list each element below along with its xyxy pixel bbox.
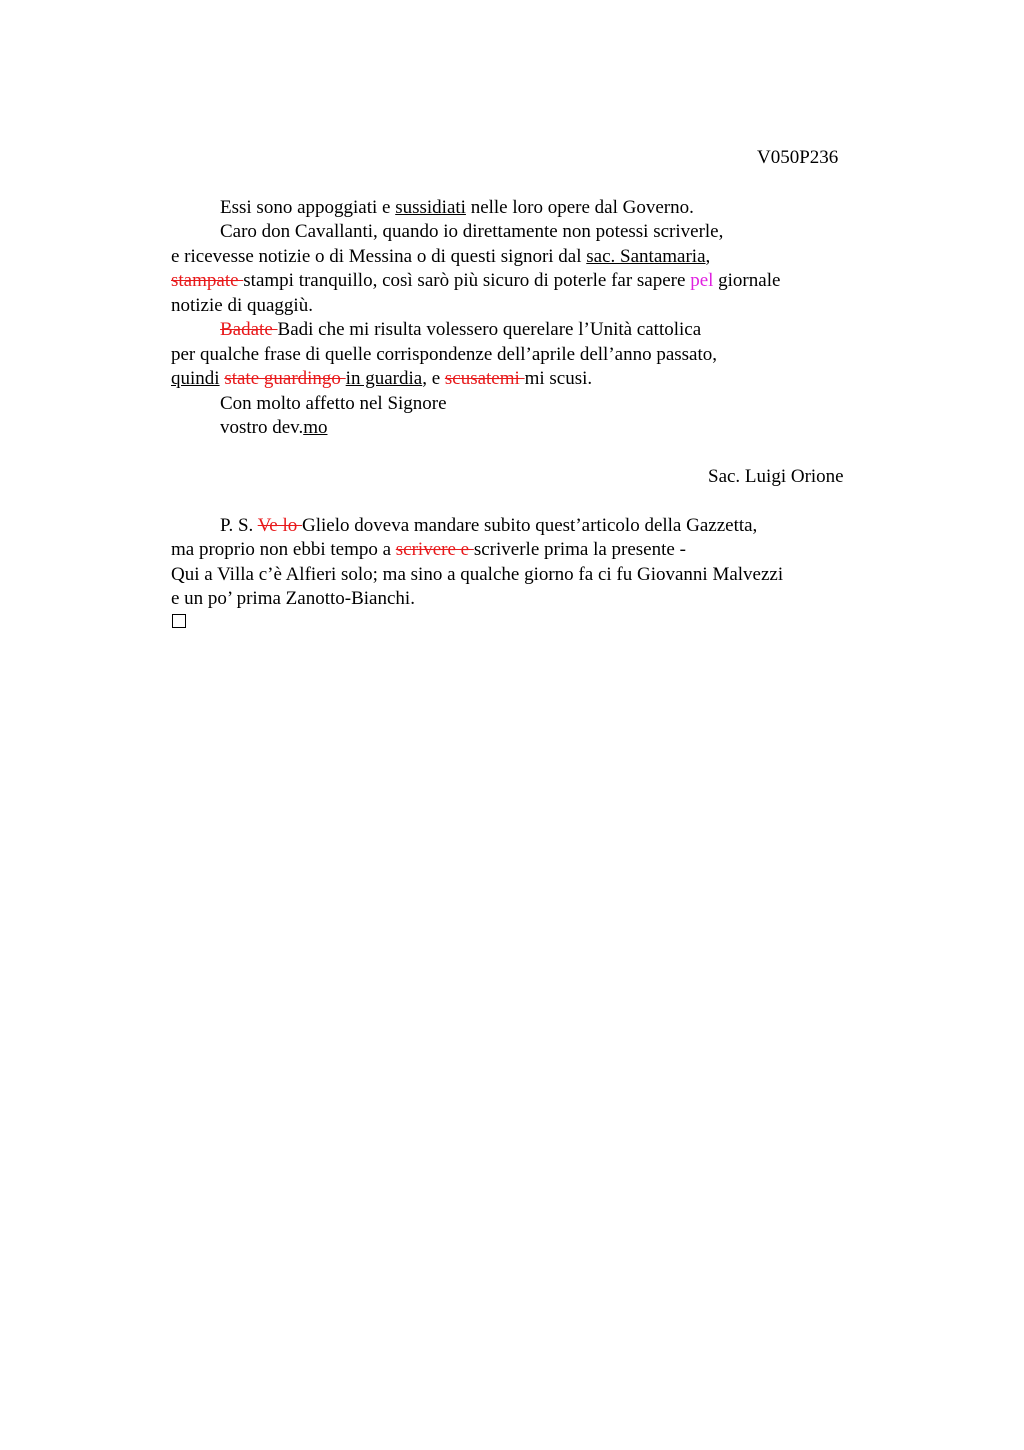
deleted-text: stampate: [171, 270, 244, 291]
text-segment: vostro dev.: [220, 417, 304, 438]
para3-line1: [220, 318, 701, 342]
text-segment: Glielo doveva mandare subito quest’articolo della Gazzetta,: [302, 515, 758, 536]
signature: Sac. Luigi Orione: [708, 466, 844, 487]
text-segment: Essi sono appoggiati e: [220, 197, 396, 218]
text-segment: mi scusi.: [524, 368, 593, 389]
deleted-text: state guardingo: [224, 368, 346, 389]
deleted-text: scrivere e: [395, 539, 474, 560]
para3-line3: [171, 367, 592, 391]
text-segment: Caro don Cavallanti, quando io direttamente non potessi scriverle,: [220, 221, 724, 242]
closing-line1: [220, 392, 447, 416]
para1-line1: [220, 196, 694, 220]
para2-line1: [220, 220, 723, 244]
deleted-text: Ve lo: [257, 515, 303, 536]
para2-line3: [171, 269, 780, 293]
text-segment: ,: [705, 246, 711, 267]
end-marker-box: [172, 614, 186, 628]
para2-line2: [171, 245, 710, 269]
text-segment: ma proprio non ebbi tempo a: [171, 539, 396, 560]
text-segment: nelle loro opere dal Governo.: [465, 197, 694, 218]
text-segment: e un po’ prima Zanotto-Bianchi.: [171, 588, 415, 609]
para2-line4: [171, 294, 313, 318]
underlined-text: sac. Santamaria: [586, 246, 706, 267]
text-segment: notizie di quaggiù.: [171, 295, 313, 316]
text-segment: Con molto affetto nel Signore: [220, 393, 447, 414]
text-segment: scriverle prima la presente -: [473, 539, 686, 560]
closing-line2: [220, 416, 327, 440]
ps-line3: [171, 563, 783, 587]
text-segment: e ricevesse notizie o di Messina o di questi signori dal: [171, 246, 587, 267]
underlined-text: in guardia: [345, 368, 423, 389]
deleted-text: scusatemi: [444, 368, 525, 389]
ps-line1: [220, 514, 757, 538]
text-segment: Qui a Villa c’è Alfieri solo; ma sino a qualche giorno fa ci fu Giovanni Malvezzi: [171, 564, 784, 585]
para3-line2: [171, 343, 717, 367]
underlined-text: quindi: [171, 368, 220, 389]
text-segment: , e: [422, 368, 445, 389]
underlined-text: sussidiati: [395, 197, 466, 218]
inserted-text: pel: [690, 270, 714, 291]
text-segment: Badi che mi risulta volessero querelare l’Unità cattolica: [277, 319, 702, 340]
text-segment: giornale: [713, 270, 781, 291]
ps-line4: [171, 587, 415, 611]
text-segment: stampi tranquillo, così sarò più sicuro di poterle far sapere: [243, 270, 691, 291]
text-segment: per qualche frase di quelle corrispondenze dell’aprile dell’anno passato,: [171, 344, 718, 365]
deleted-text: Badate: [220, 319, 278, 340]
page-id: V050P236: [757, 147, 839, 168]
underlined-text: mo: [303, 417, 328, 438]
text-segment: P. S.: [220, 515, 258, 536]
ps-line2: [171, 538, 686, 562]
